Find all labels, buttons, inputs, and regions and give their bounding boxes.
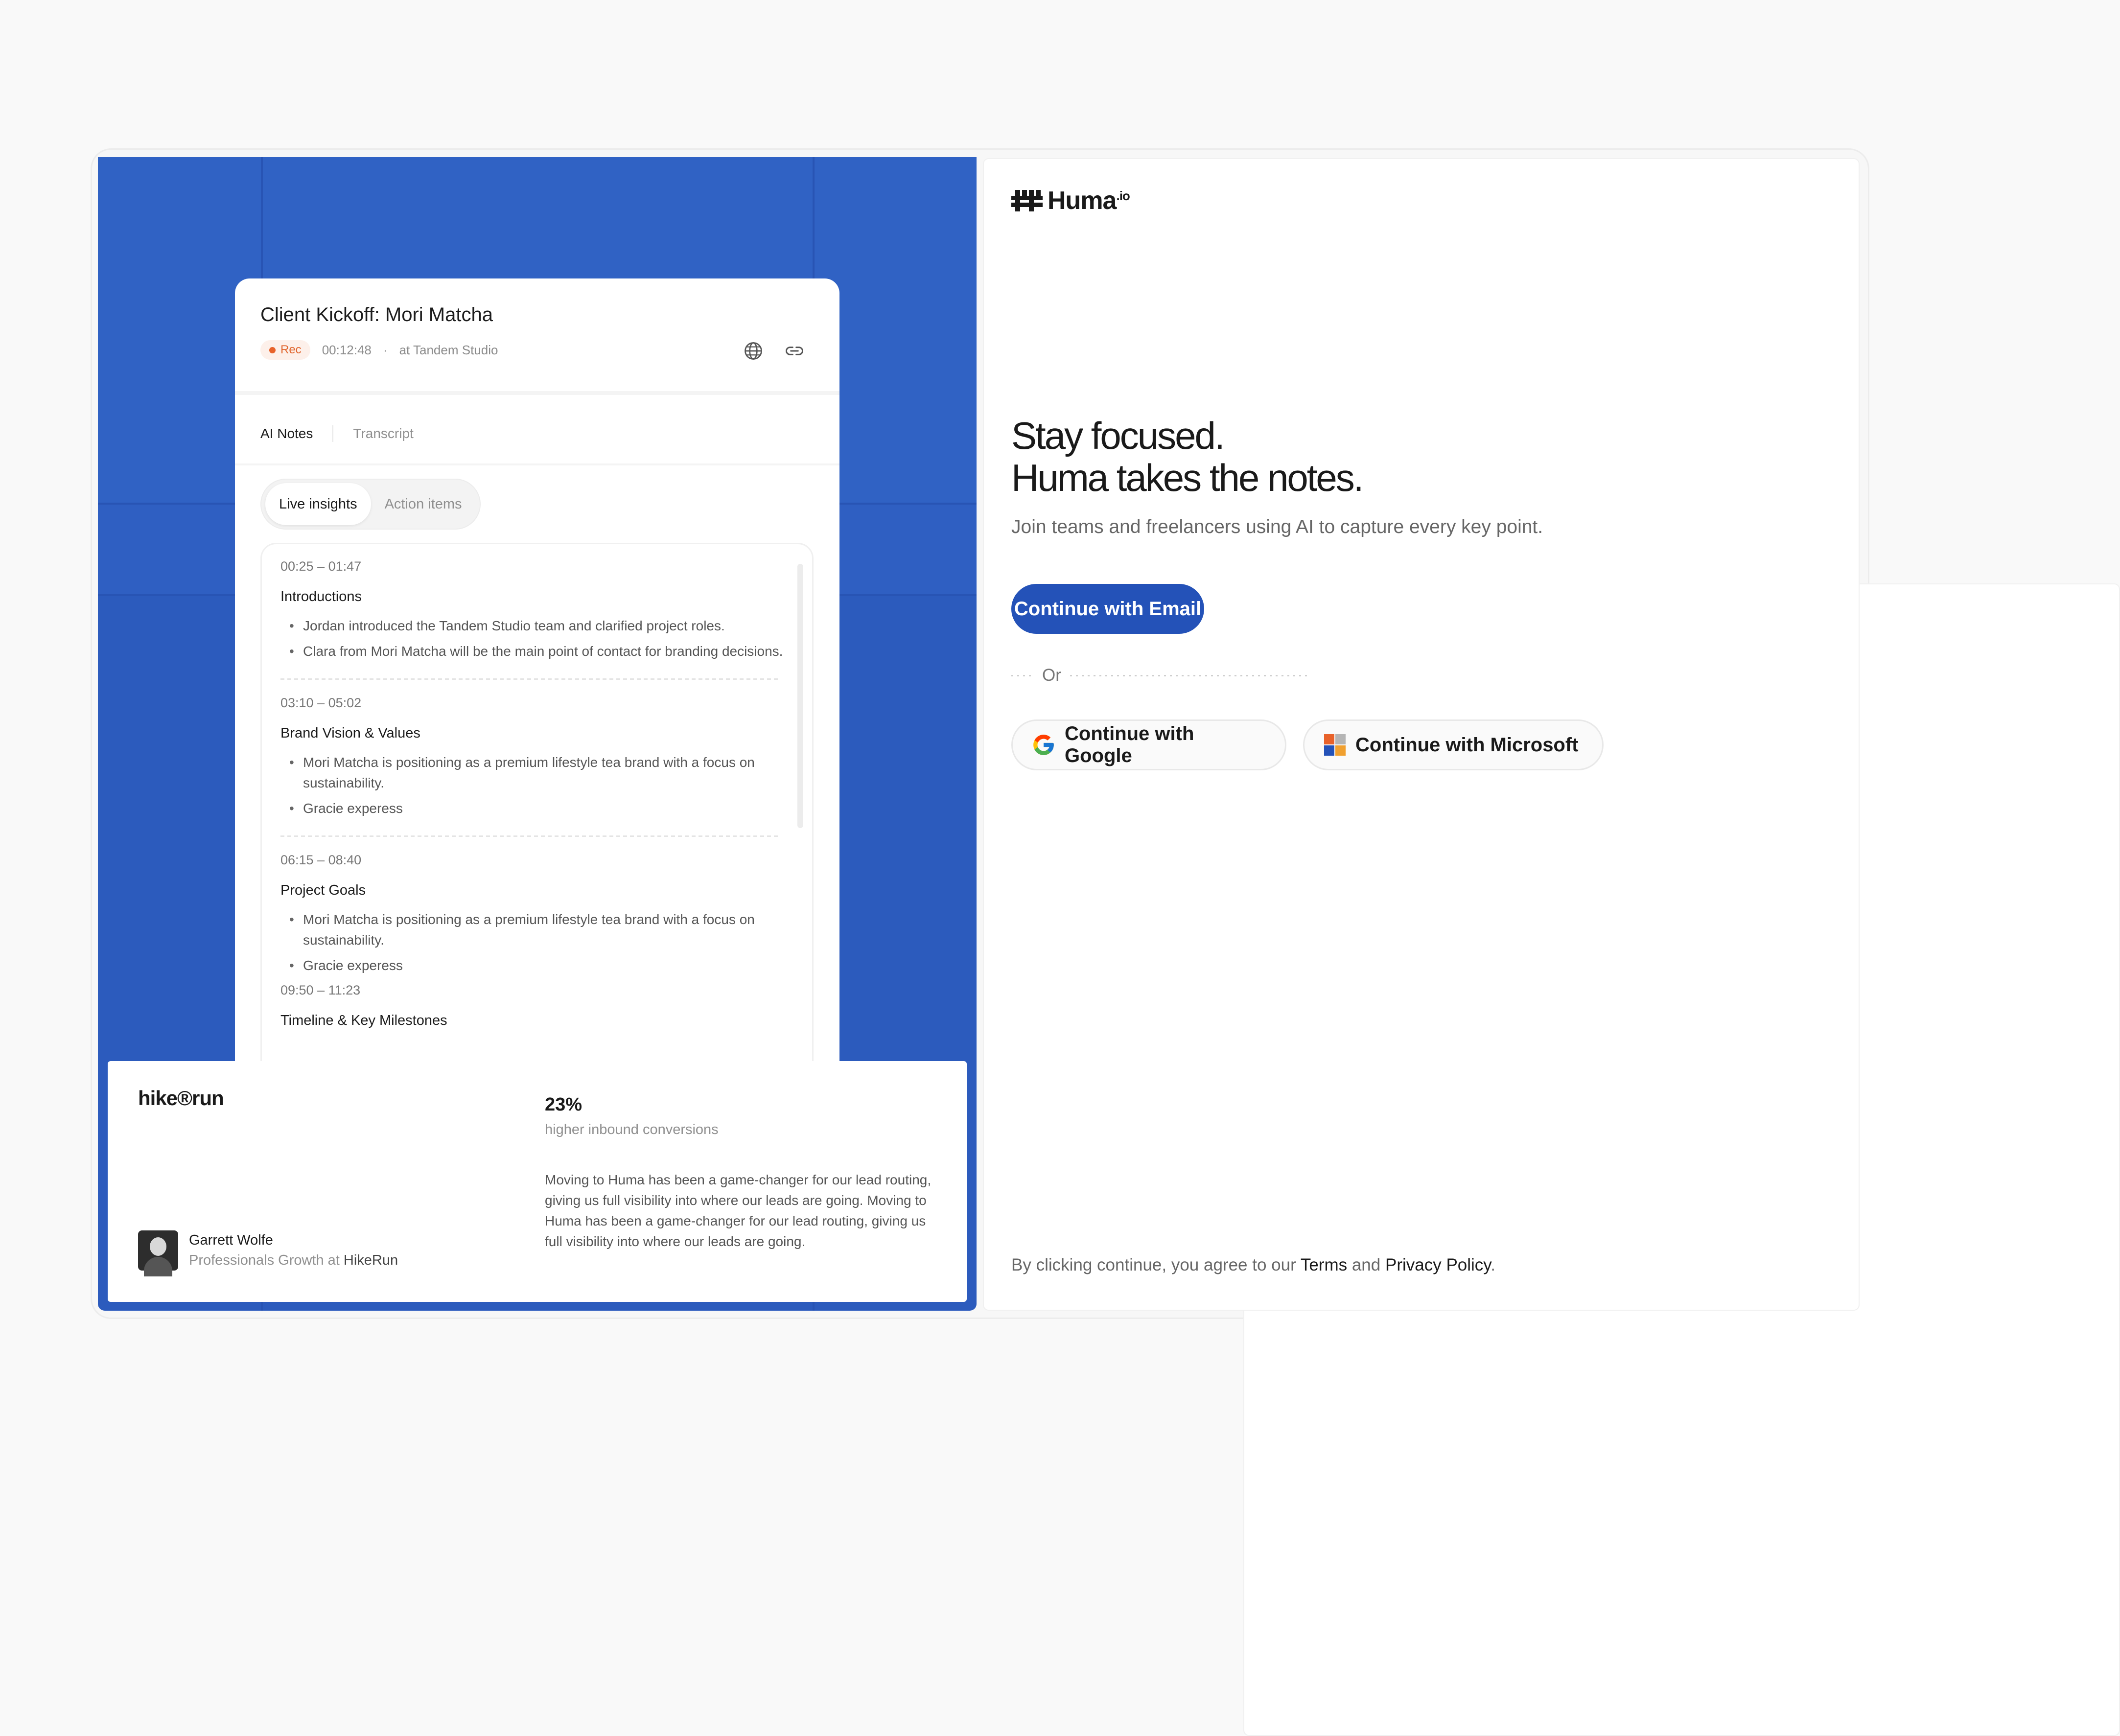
rec-label: Rec — [280, 343, 302, 356]
headline-line-1: Stay focused. — [1011, 414, 1224, 457]
insights-list — [260, 543, 814, 1130]
tab-transcript[interactable]: Transcript — [353, 426, 414, 441]
insight-section — [280, 559, 793, 680]
insight-section — [280, 695, 793, 837]
location: at Tandem Studio — [399, 342, 498, 357]
rec-dot-icon — [269, 347, 276, 353]
terms-prefix: By clicking continue, you agree to our — [1011, 1255, 1296, 1274]
section-title: Timeline & Key Milestones — [280, 1013, 447, 1028]
card-divider — [235, 463, 839, 465]
continue-microsoft-button[interactable] — [1303, 719, 1604, 770]
meeting-notes-card — [235, 278, 839, 1111]
auth-panel — [983, 158, 1860, 1311]
continue-email-button[interactable]: Continue with Email — [1011, 584, 1204, 634]
insight-section — [280, 983, 793, 1029]
notes-tabs — [260, 425, 814, 442]
section-title: Project Goals — [280, 882, 366, 898]
continue-google-button[interactable] — [1011, 719, 1286, 770]
logo-word: Huma — [1048, 186, 1117, 215]
or-label: Or — [1042, 666, 1061, 685]
section-title: Brand Vision & Values — [280, 725, 420, 741]
insight-bullet: • Gracie experess — [280, 955, 785, 976]
card-divider — [235, 391, 839, 395]
rec-badge — [260, 340, 310, 360]
card-actions — [743, 340, 805, 362]
meeting-title: Client Kickoff: Mori Matcha — [260, 304, 493, 325]
google-icon — [1031, 733, 1056, 757]
testimonial-brand-logo: hike®run — [138, 1087, 224, 1110]
section-title: Introductions — [280, 589, 362, 604]
person-role — [189, 1252, 398, 1269]
terms-period: . — [1491, 1255, 1495, 1274]
microsoft-icon — [1323, 733, 1347, 757]
microsoft-button-label: Continue with Microsoft — [1355, 734, 1579, 756]
huma-logo-icon — [1011, 189, 1043, 212]
section-time: 00:25 – 01:47 — [280, 559, 362, 574]
page-title — [1011, 415, 1362, 499]
dotted-line — [1070, 675, 1310, 676]
insight-bullet: • Mori Matcha is positioning as a premium lifestyle tea brand with a focus on sustainability. — [280, 909, 770, 950]
or-divider — [1011, 663, 1310, 688]
section-time: 03:10 – 05:02 — [280, 695, 362, 710]
google-button-label: Continue with Google — [1065, 723, 1194, 766]
segment-live-insights[interactable]: Live insights — [265, 483, 371, 525]
person-role-text: Professionals Growth at — [189, 1252, 340, 1268]
stat-value: 23% — [545, 1094, 582, 1115]
insight-bullet: • Mori Matcha is positioning as a premium lifestyle tea brand with a focus on sustainability. — [280, 752, 770, 793]
testimonial-card — [108, 1061, 967, 1302]
link-icon[interactable] — [784, 340, 805, 362]
testimonial-person — [138, 1230, 398, 1271]
person-company: HikeRun — [343, 1252, 398, 1268]
logo-sup: .io — [1116, 188, 1130, 203]
tab-separator — [332, 425, 333, 442]
terms-link[interactable]: Terms — [1300, 1255, 1348, 1274]
person-name: Garrett Wolfe — [189, 1232, 273, 1248]
section-time: 09:50 – 11:23 — [280, 983, 361, 997]
privacy-policy-link[interactable]: Privacy Policy — [1385, 1255, 1491, 1274]
duration: 00:12:48 — [322, 342, 372, 357]
subtitle: Join teams and freelancers using AI to capture every key point. — [1011, 516, 1543, 537]
meeting-meta — [260, 340, 498, 360]
insight-bullet: • Gracie experess — [280, 798, 785, 819]
terms-notice — [1011, 1255, 1495, 1275]
insight-bullet: • Jordan introduced the Tandem Studio team and clarified project roles. — [280, 616, 785, 636]
dotted-line — [1011, 675, 1033, 676]
section-divider — [280, 835, 780, 837]
avatar — [138, 1230, 178, 1271]
scrollbar[interactable] — [797, 564, 803, 828]
globe-icon[interactable] — [743, 340, 764, 362]
terms-and: and — [1351, 1255, 1381, 1274]
segment-action-items[interactable]: Action items — [384, 496, 462, 512]
stat-label: higher inbound conversions — [545, 1122, 719, 1137]
insight-section — [280, 853, 793, 976]
section-time: 06:15 – 08:40 — [280, 853, 362, 867]
section-divider — [280, 678, 780, 680]
testimonial-quote: Moving to Huma has been a game-changer for our lead routing, giving us full visibility into where our leads are going. Moving to Huma has been a game-changer for our lead routing, giving us full visibility into where our leads are going. — [545, 1172, 932, 1249]
insight-segmented-control — [260, 479, 481, 530]
headline-line-2: Huma takes the notes. — [1011, 456, 1363, 499]
logo-text — [1048, 186, 1130, 215]
huma-logo[interactable] — [1011, 186, 1130, 215]
meta-separator: · — [383, 342, 388, 357]
tab-ai-notes[interactable]: AI Notes — [260, 426, 313, 441]
insight-bullet: • Clara from Mori Matcha will be the main point of contact for branding decisions. — [280, 641, 785, 662]
